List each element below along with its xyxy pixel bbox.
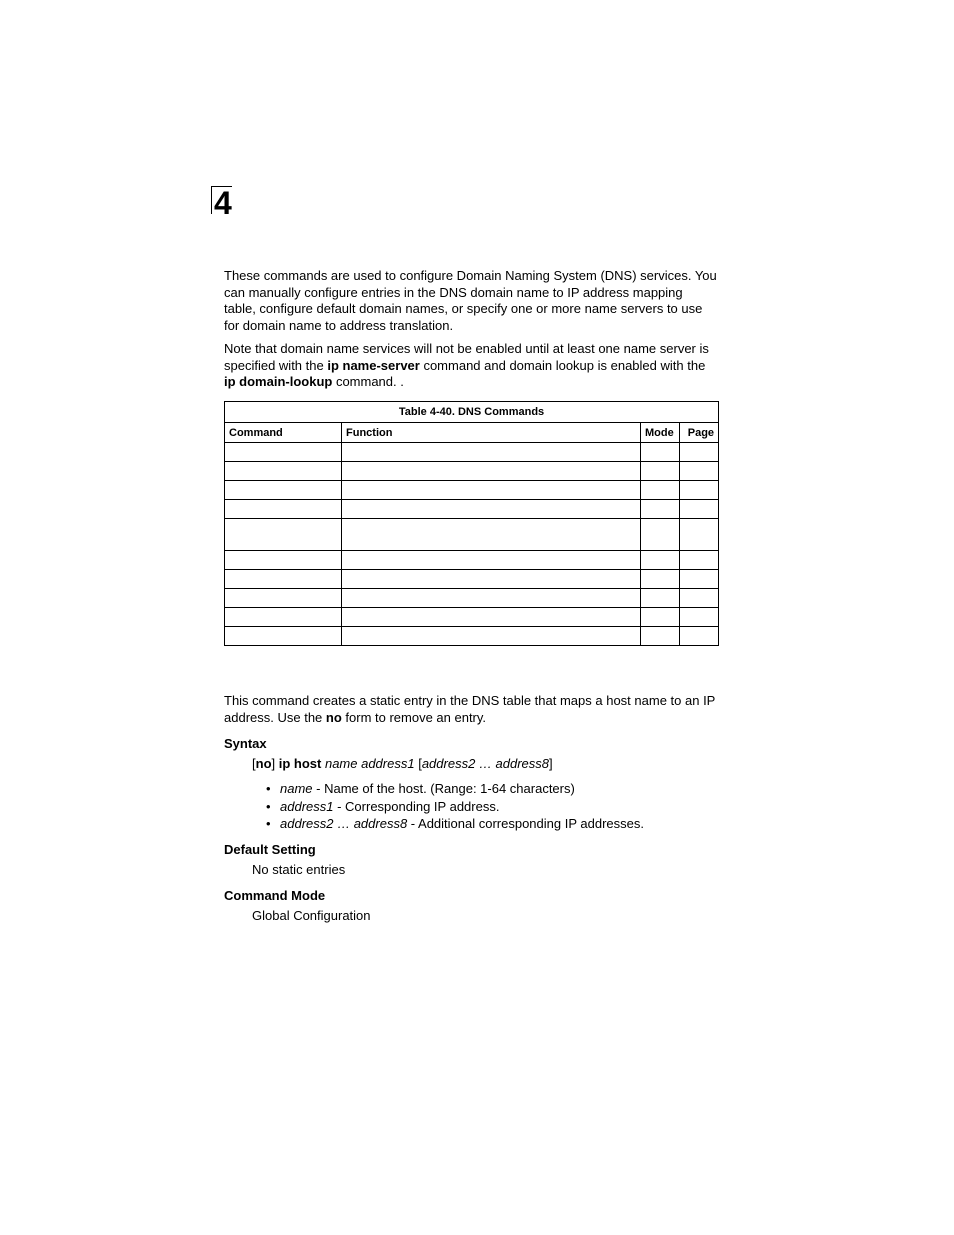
bracket: ]: [271, 756, 279, 771]
header-mode: Mode: [641, 423, 680, 443]
table-caption: Table 4-40. DNS Commands: [225, 402, 719, 423]
command-mode-heading: Command Mode: [224, 887, 326, 903]
desc-text: This command creates a static entry in the DNS table that maps a host name to an IP address. Use the: [224, 693, 716, 725]
bracket: [: [252, 756, 256, 771]
table-row: [225, 570, 719, 589]
syntax-line: [252, 756, 718, 772]
table-row: [225, 481, 719, 500]
list-item: [280, 798, 718, 816]
param-name: name: [280, 781, 313, 796]
table-row: [225, 519, 719, 551]
keyword-no: no: [325, 709, 342, 725]
syntax-heading: Syntax: [224, 736, 267, 751]
table-row: [225, 608, 719, 627]
intro-section: [224, 268, 718, 391]
cmd-ip-domain-lookup: ip domain-lookup: [224, 374, 333, 389]
table-header-row: [225, 423, 719, 443]
parameter-list: [224, 780, 718, 833]
ip-host-section: [224, 693, 718, 924]
table-caption-row: [225, 402, 719, 423]
list-item: [280, 815, 718, 833]
table-row: [225, 551, 719, 570]
table-row: [225, 462, 719, 481]
bracket: [: [418, 756, 422, 771]
dns-commands-table: [224, 401, 719, 646]
note-text: command. .: [332, 374, 404, 389]
bracket: ]: [549, 756, 553, 771]
cmd-ip-name-server: ip name-server: [327, 357, 420, 373]
chapter-number: 4: [211, 186, 232, 214]
syntax-cmd: ip host: [278, 756, 322, 771]
table-row: [225, 589, 719, 608]
header-page: Page: [680, 423, 719, 443]
syntax-optional: address2 … address8: [421, 756, 550, 771]
note-text: command and domain lookup is enabled with the: [419, 357, 706, 373]
param-name: address2 … address8: [280, 816, 408, 831]
desc-text: form to remove an entry.: [341, 709, 487, 725]
table-row: [225, 443, 719, 462]
table-row: [225, 500, 719, 519]
command-mode-value: Global Configuration: [252, 907, 371, 923]
param-desc: - Additional corresponding IP addresses.: [407, 816, 644, 831]
syntax-args: name address1: [321, 756, 419, 771]
param-name: address1: [280, 798, 334, 814]
param-desc: - Name of the host. (Range: 1-64 characters): [312, 781, 575, 796]
ip-host-description: [224, 693, 718, 726]
list-item: [280, 780, 718, 798]
header-command: Command: [225, 423, 342, 443]
default-setting-value: No static entries: [252, 861, 346, 877]
default-setting-heading: Default Setting: [224, 841, 316, 857]
header-function: Function: [342, 423, 641, 443]
note-text: Note that domain name services will not be enabled until at least one name server is specified with the: [224, 341, 709, 373]
intro-paragraph: These commands are used to configure Domain Naming System (DNS) services. You can manually configure entries in the DNS domain name to IP address mapping table, configure default domain names, or specify one or more name servers to use for domain name to address translation.: [224, 268, 717, 333]
param-desc: - Corresponding IP address.: [333, 798, 500, 814]
syntax-no: no: [255, 756, 272, 771]
note-paragraph: [224, 341, 718, 391]
table-row: [225, 627, 719, 646]
